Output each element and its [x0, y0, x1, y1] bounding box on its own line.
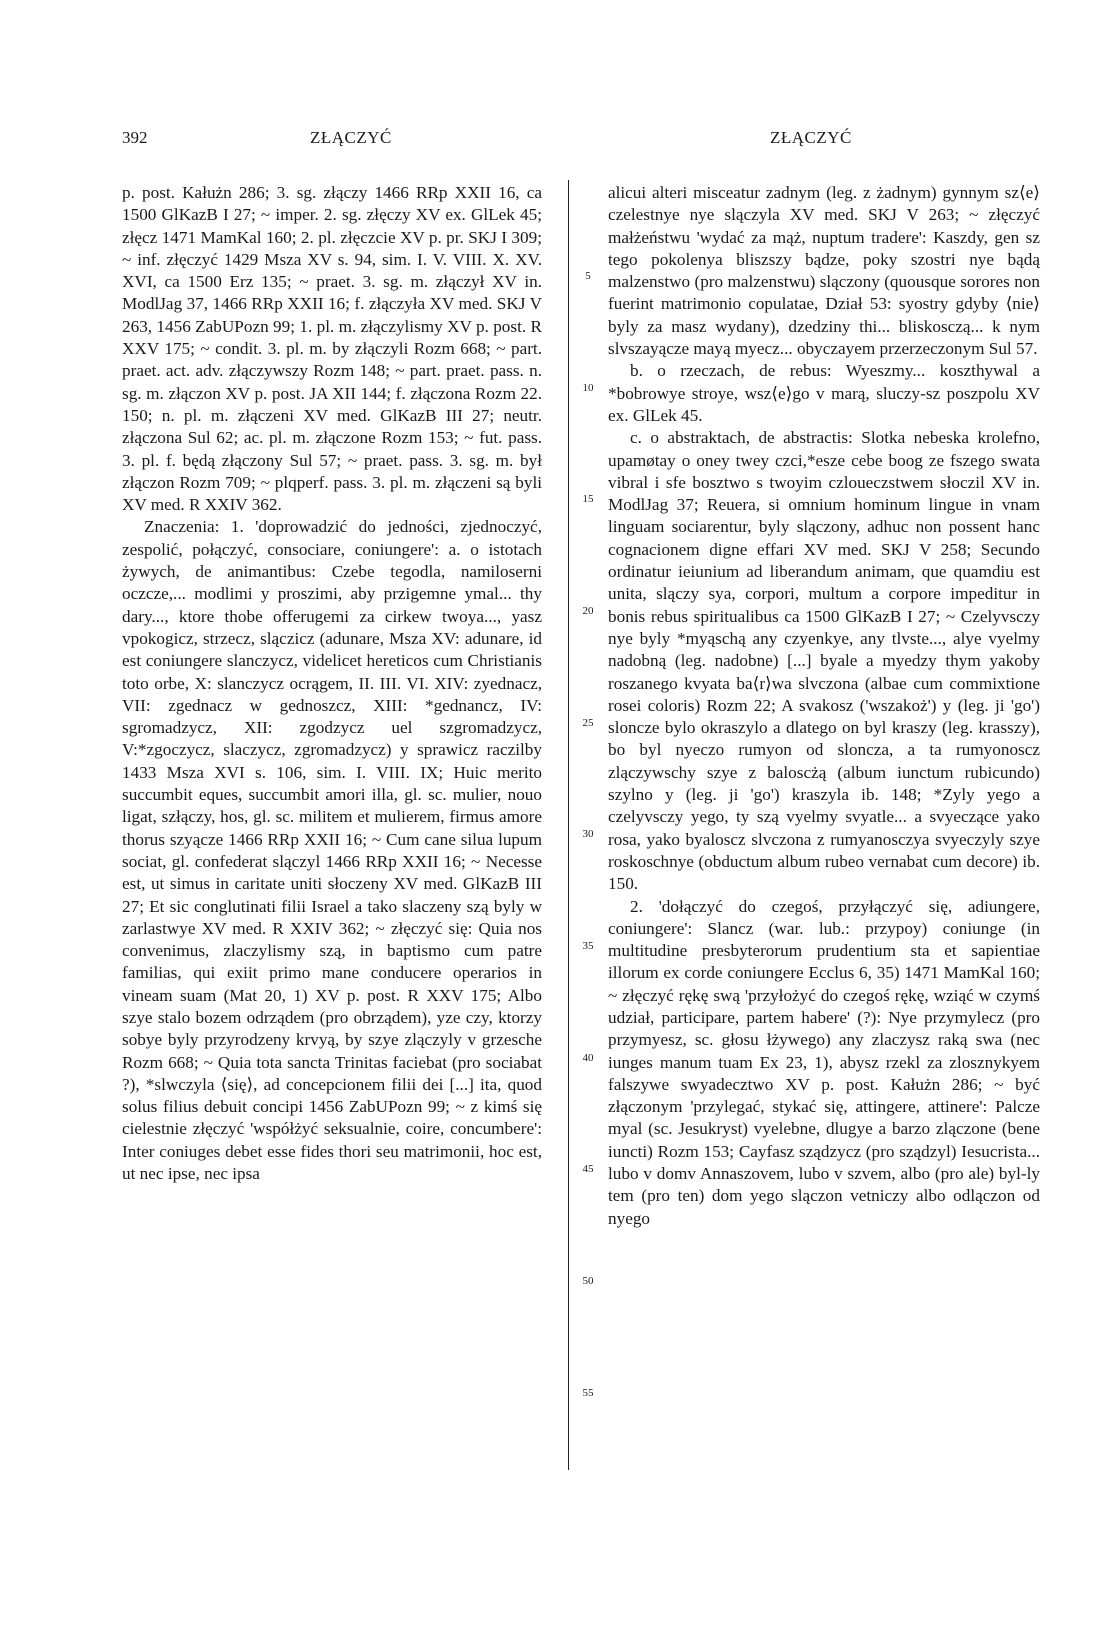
line-number: 25: [582, 717, 594, 729]
line-number: 15: [582, 493, 594, 505]
line-number: 20: [582, 605, 594, 617]
entry-paragraph: Znaczenia: 1. 'doprowadzić do jedności, zjednoczyć, zespolić, połączyć, consociare, coniungere': a. o istotach żywych, de animantibus: Czebe tegodla, namiloserni oczcze,... modlimi y proszimi, aby przigemne ymal... thy dary..., ktore thobe offerugemi za cirkew twoya..., yasz vpokogicz, strzecz, slączicz (adunare, Msza XV: adunare, id est coniungere slanczycz, videlicet hereticos cum Christianis toto orbe, X: slanczycz ocrągem, II. III. VI. XIV: zyednacz, VII: zgednacz w gednoszcz, XIII: *gednancz, IV: sgromadzycz, XII: zgodzycz uel szgromadzycz, V:*zgoczycz, slaczycz, zgromadzycz) y sprawicz raczilby 1433 Msza XVI s. 106, sim. I. VIII. IX; Huic merito succumbit eques, succumbit amori illa, gl. sc. mulier, nouo ligat, szłączy, hos, gl. sc. militem et mulierem, firmus amore thorus szyącze 1466 RRp XXII 16; ~ Cum cane silua lupum sociat, gl. confederat slączyl 1466 RRp XXII 16; ~ Necesse est, ut simus in caritate uniti słoczeny XV med. GlKazB III 27; Et sic conglutinati filii Israel a tako slaczeny szą byly w zarlastwye XV med. R XXIV 362; ~ złęczyć się: Quia nos convenimus, zlaczylismy szą, in baptismo cum patre familias, qui exiit primo mane conducere operarios in vineam suam (Mat 20, 1) XV p. post. R XXV 175; Albo szye stalo bozem odrządem (pro obrządem), yze czy, ktorzy sobye byly przyrodzeny krvyą, by szye zlączyly v grzesche Rozm 668; ~ Quia tota sancta Trinitas faciebat (pro sociabat ?), *slwczyla ⟨się⟩, ad concepcionem filii dei [...] ita, quod solus filius debuit concipi 1456 ZabUPozn 99; ~ z kimś się cielestnie złęczyć 'współżyć seksualnie, coire, concumbere': Inter coniuges debet esse fides thori seu matrimonii, hoc est, ut nec ipse, nec ipsa: [122, 517, 542, 1184]
line-number: 50: [582, 1275, 594, 1287]
entry-paragraph: c. o abstraktach, de abstractis: Slotka nebeska krolefno, upamøtay o oney twey czci,*esze cebe boog ze fszego swata vibral i sfe bosztwo s twoyim czloueczstwem słoczil XV in. ModlJag 37; Reuera, si omnium hominum lingue in vnam linguam sociarentur, byly slączony, adhuc non possent hanc cognacionem digne effari XV med. SKJ V 258; Secundo ordinatur ieiunium ad liberandum animam, que quamdiu est unita, slączy sya, corpori, multum a corpore impeditur in bonis rebus spiritualibus ca 1500 GlKazB I 27; ~ Czelyvsczy nye byly *myąschą any czyenkye, any tlvste..., alye vyelmy nadobną (leg. nadobne) [...] byale a myedzy thym yakoby roszanego kvyata ba⟨r⟩wa slvczona (albae cum commixtione rosei coloris) Rozm 22; A svakosz ('wszakoż') y (leg. ji 'go') sloncze bylo okraszylo a dlatego on byl kraszy (leg. krasszy), bo byl nyeczo rumyon od sloncza, a ta rumyonoscz zlączywschy szye z baloscżą (album iunctum rubicundo) szylno y (leg. ji 'go') kraszyla ib. 148; *Zyly yego a czelyvsczy yego, ty szą vyelmy svyatle... a svyeczące yako rosa, yako byaloscz slvczona z rumyanosczya svyeczyly szye roskoschnye (obductum album rubeo vernabat cum decore) ib. 150.: [608, 428, 1040, 894]
line-number: 40: [582, 1052, 594, 1064]
line-number: 5: [585, 270, 591, 282]
line-number: 10: [582, 382, 594, 394]
running-header-left: ZŁĄCZYĆ: [310, 128, 392, 147]
entry-paragraph: p. post. Kałużn 286; 3. sg. złączy 1466 RRp XXII 16, ca 1500 GlKazB I 27; ~ imper. 2. sg. złęczy XV ex. GlLek 45; złęcz 1471 MamKal 160; 2. pl. złęczcie XV p. pr. SKJ I 309; ~ inf. złęczyć 1429 Msza XV s. 94, sim. I. V. VIII. X. XV. XVI, ca 1500 Erz 135; ~ praet. 3. sg. m. złączył XV in. ModlJag 37, 1466 RRp XXII 16; f. złączyła XV med. SKJ V 263, 1456 ZabUPozn 99; 1. pl. m. złączylismy XV p. post. R XXV 175; ~ condit. 3. pl. m. by złączyli Rozm 668; ~ part. praet. act. adv. złączywszy Rozm 148; ~ part. praet. pass. n. sg. m. złączon XV p. post. JA XII 144; f. złączona Rozm 22. 150; n. pl. m. złączeni XV med. GlKazB III 27; neutr. złączona Sul 62; ac. pl. m. złączone Rozm 153; ~ fut. pass. 3. pl. f. będą złączony Sul 57; ~ praet. pass. 3. sg. m. był złączon Rozm 709; ~ plqperf. pass. 3. pl. m. złączeni są byli XV med. R XXIV 362.: [122, 183, 542, 515]
line-number: 45: [582, 1163, 594, 1175]
entry-paragraph: alicui alteri misceatur zadnym (leg. z żadnym) gynnym sz⟨e⟩ czelestnye nye slączyla XV med. SKJ V 263; ~ złęczyć małżeństwu 'wydać za mąż, nuptum tradere': Kaszdy, gen sz tego pokolenya bliszszy bądze, poky szostri nye bądą malzenstwo (pro malzenstwu) slączony (quousque sorores non fuerint matrimonio copulatae, Dział 53: syostry gdyby ⟨nie⟩ byly za masz wydany), dzedziny thi... bliskosczą... k nym slvszayącze mayą myecz... obyczayem przerzeczonym Sul 57.: [608, 183, 1040, 359]
line-number: 35: [582, 940, 594, 952]
running-header-right: ZŁĄCZYĆ: [770, 128, 852, 147]
right-column: [608, 182, 1040, 1230]
page-number: 392: [122, 128, 148, 147]
entry-paragraph: b. o rzeczach, de rebus: Wyeszmy... koszthywal a *bobrowye stroye, wsz⟨e⟩go v marą, sluczy-sz poszpolu XV ex. GlLek 45.: [608, 361, 1040, 425]
line-number: 55: [582, 1387, 594, 1399]
line-number: 30: [582, 828, 594, 840]
left-column: [122, 182, 542, 1185]
entry-paragraph: 2. 'dołączyć do czegoś, przyłączyć się, adiungere, coniungere': Slancz (war. lub.: przypoy) coniunge (in multitudine presbyterorum prudentium sta et sapientiae illorum ex corde coniungere Ecclus 6, 35) 1471 MamKal 160; ~ złęczyć rękę swą 'przyłożyć do czegoś rękę, wziąć w czymś udział, participare, partem habere' (?): Nye przymylecz (pro przymyesz, sc. głosu łżywego) any zlaczysz raką swa (nec iunges manum tuam Ex 23, 1), abysz rzekl za zlosznykyem falszywe swyadecztwo XV p. post. Kałużn 286; ~ być złączonym 'przylegać, stykać się, attingere, attinere': Palcze myal (sc. Jesukryst) vyelebne, dlugye a barzo zlączone (bene iuncti) Rozm 153; Cayfasz sządzycz (pro sządzyl) Iesucrista... lubo v domv Annaszovem, lubo v szvem, albo (pro ale) byl-ly tem (pro ten) dom yego slączon vetniczy albo odlączon od nyego: [608, 896, 1040, 1228]
column-divider: [568, 180, 569, 1470]
